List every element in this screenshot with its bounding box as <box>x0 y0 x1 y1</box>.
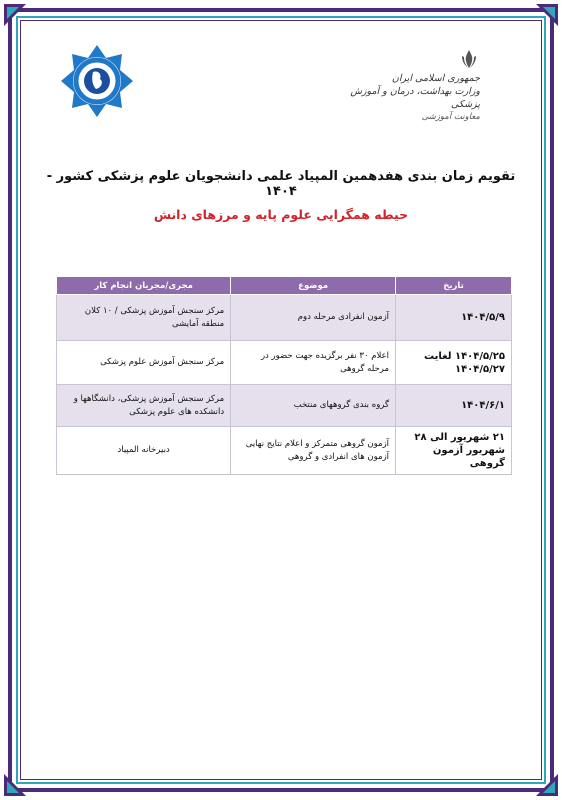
header-topic: موضوع <box>231 277 396 295</box>
olympiad-logo-icon <box>60 44 134 118</box>
row-executor: مرکز سنجش آموزش علوم پزشکی <box>57 341 231 385</box>
row-date: ۲۱ شهریور الی ۲۸ شهریور آزمون گروهی <box>396 427 512 475</box>
row-executor: مرکز سنجش آموزش پزشکی، دانشگاهها و دانشکده های علوم پزشکی <box>57 385 231 427</box>
row-date: ۱۴۰۴/۵/۹ <box>396 295 512 341</box>
corner-ornament-icon <box>536 4 558 26</box>
row-date: ۱۴۰۴/۵/۲۵ لغایت ۱۴۰۴/۵/۲۷ <box>396 341 512 385</box>
schedule-table <box>56 276 512 475</box>
table-row <box>57 385 512 427</box>
table-header-row <box>57 277 512 295</box>
corner-ornament-icon <box>4 4 26 26</box>
header-executor: مجری/مجریان انجام کار <box>57 277 231 295</box>
corner-ornament-icon <box>536 774 558 796</box>
row-topic: آزمون انفرادی مرحله دوم <box>231 295 396 341</box>
row-executor: مرکز سنجش آموزش پزشکی / ۱۰ کلان منطقه آمایشی <box>57 295 231 341</box>
iran-emblem-icon <box>458 48 480 70</box>
ministry-header <box>350 48 480 124</box>
row-date: ۱۴۰۴/۶/۱ <box>396 385 512 427</box>
corner-ornament-icon <box>4 774 26 796</box>
table-row <box>57 427 512 475</box>
row-executor: دبیرخانه المپیاد <box>57 427 231 475</box>
row-topic: گروه بندی گروههای منتخب <box>231 385 396 427</box>
row-topic: آزمون گروهی متمرکز و اعلام نتایج نهایی آزمون های انفرادی و گروهی <box>231 427 396 475</box>
ministry-line-2: وزارت بهداشت، درمان و آموزش پزشکی <box>350 86 480 110</box>
document-subtitle: حیطه همگرایی علوم پایه و مرزهای دانش <box>153 207 409 222</box>
header-date: تاریخ <box>396 277 512 295</box>
ministry-line-3: معاونت آموزشی <box>421 112 480 122</box>
ministry-line-1: جمهوری اسلامی ایران <box>391 73 480 84</box>
table-row <box>57 341 512 385</box>
document-title: تقویم زمان بندی هفدهمین المپیاد علمی دانشجویان علوم پزشکی کشور - ۱۴۰۴ <box>46 169 516 199</box>
table-row <box>57 295 512 341</box>
row-topic: اعلام ۳۰ نفر برگزیده جهت حضور در مرحله گروهی <box>231 341 396 385</box>
